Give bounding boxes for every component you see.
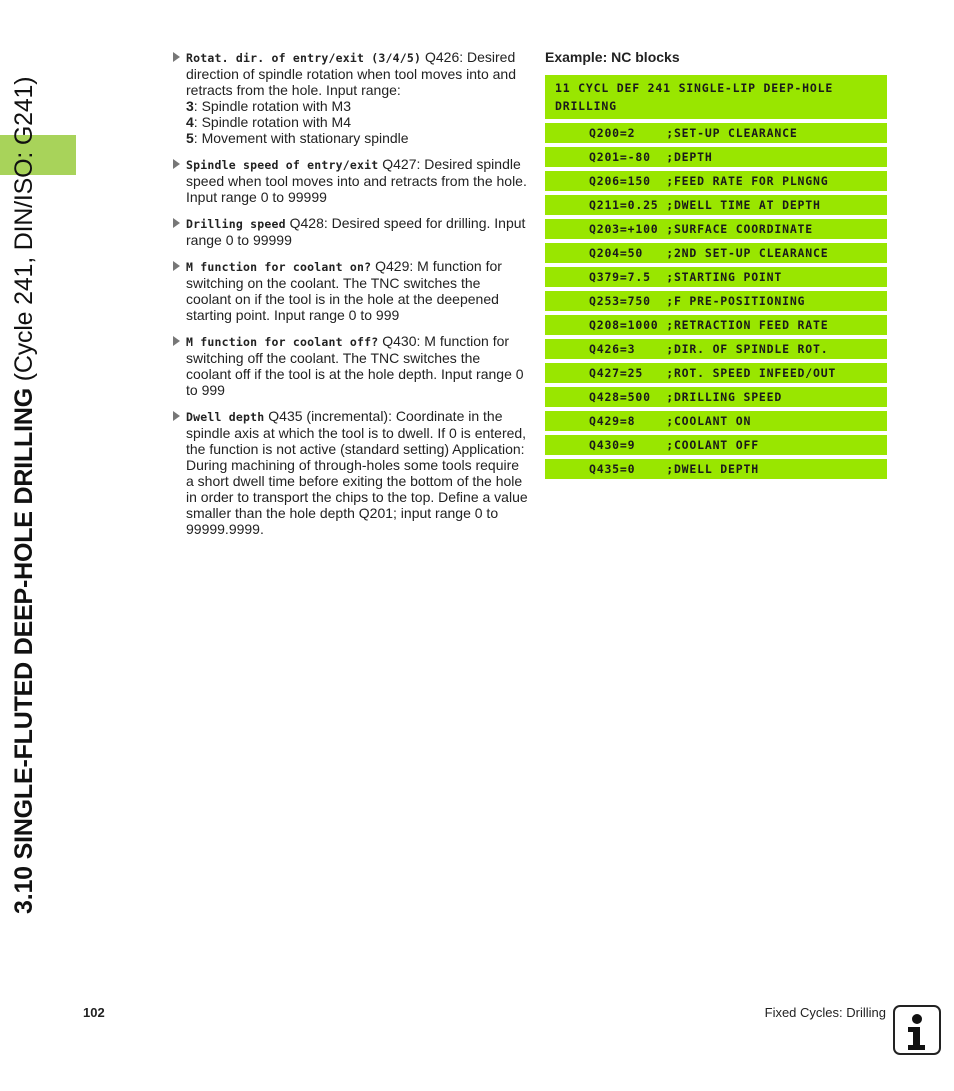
param-text: Q435 (incremental): Coordinate in the spindle axis at which the tool is to dwell. If 0 is entered, the function is not active (standard setting) Application: During machining of through-holes some tools require a short dwell time before exiting the bottom of the hole in order to transport the chips to the top. Define a value smaller than the hole depth Q201; input range 0 to 99999.9999. — [186, 408, 528, 537]
option-item: 4: Spindle rotation with M4 — [186, 114, 351, 130]
param-q426 — [170, 49, 528, 146]
param-q435 — [170, 408, 528, 537]
bullet-arrow-icon — [173, 218, 180, 228]
param-text: Q426: Desired direction of spindle rotation when tool moves into and retracts from the hole. Input range: — [186, 49, 516, 98]
nc-block: Q200=2 ;SET-UP CLEARANCE — [545, 123, 887, 143]
nc-block: Q428=500 ;DRILLING SPEED — [545, 387, 887, 407]
nc-block: Q208=1000 ;RETRACTION FEED RATE — [545, 315, 887, 335]
nc-block: Q253=750 ;F PRE-POSITIONING — [545, 291, 887, 311]
nc-block: Q429=8 ;COOLANT ON — [545, 411, 887, 431]
example-heading: Example: NC blocks — [545, 49, 680, 65]
param-text: Q427: Desired spindle speed when tool moves into and retracts from the hole. Input range 0 to 99999 — [186, 156, 527, 205]
param-q428 — [170, 215, 528, 248]
nc-block: Q435=0 ;DWELL DEPTH — [545, 459, 887, 479]
nc-block: Q430=9 ;COOLANT OFF — [545, 435, 887, 455]
nc-block: Q427=25 ;ROT. SPEED INFEED/OUT — [545, 363, 887, 383]
info-glyph-icon — [895, 1007, 939, 1053]
bullet-arrow-icon — [173, 411, 180, 421]
page-number: 102 — [83, 1005, 105, 1020]
footer-section: Fixed Cycles: Drilling — [764, 1005, 886, 1020]
param-code: Dwell depth — [186, 410, 265, 424]
parameter-list — [170, 49, 528, 547]
bullet-arrow-icon — [173, 261, 180, 271]
param-q427 — [170, 156, 528, 205]
param-text: Q428: Desired speed for drilling. Input range 0 to 99999 — [186, 215, 526, 248]
param-code: M function for coolant on? — [186, 260, 372, 274]
nc-block: Q203=+100 ;SURFACE COORDINATE — [545, 219, 887, 239]
param-code: Spindle speed of entry/exit — [186, 158, 379, 172]
nc-example — [545, 49, 887, 483]
param-text: Q430: M function for switching off the coolant. The TNC switches the coolant off if the tool is at the hole depth. Input range 0 to 999 — [186, 333, 524, 398]
param-code: Rotat. dir. of entry/exit (3/4/5) — [186, 51, 422, 65]
param-text: Q429: M function for switching on the coolant. The TNC switches the coolant on if the tool is in the hole at the deepened starting point. Input range 0 to 999 — [186, 258, 502, 323]
section-title-suffix: (Cycle 241, DIN/ISO: G241) — [10, 76, 38, 382]
nc-block: Q206=150 ;FEED RATE FOR PLNGNG — [545, 171, 887, 191]
nc-block-cycl-def: 11 CYCL DEF 241 SINGLE-LIP DEEP-HOLE DRILLING — [545, 75, 887, 119]
section-title — [8, 77, 40, 914]
nc-block: Q201=-80 ;DEPTH — [545, 147, 887, 167]
bullet-arrow-icon — [173, 52, 180, 62]
bullet-arrow-icon — [173, 336, 180, 346]
param-q429 — [170, 258, 528, 323]
nc-block: Q211=0.25 ;DWELL TIME AT DEPTH — [545, 195, 887, 215]
option-item: 3: Spindle rotation with M3 — [186, 98, 351, 114]
nc-block: Q379=7.5 ;STARTING POINT — [545, 267, 887, 287]
option-item: 5: Movement with stationary spindle — [186, 130, 409, 146]
param-q430 — [170, 333, 528, 398]
nc-block: Q426=3 ;DIR. OF SPINDLE ROT. — [545, 339, 887, 359]
info-icon — [893, 1005, 941, 1055]
bullet-arrow-icon — [173, 159, 180, 169]
nc-block: Q204=50 ;2ND SET-UP CLEARANCE — [545, 243, 887, 263]
param-code: Drilling speed — [186, 217, 286, 231]
param-code: M function for coolant off? — [186, 335, 379, 349]
section-title-main: 3.10 SINGLE-FLUTED DEEP-HOLE DRILLING — [10, 388, 38, 914]
